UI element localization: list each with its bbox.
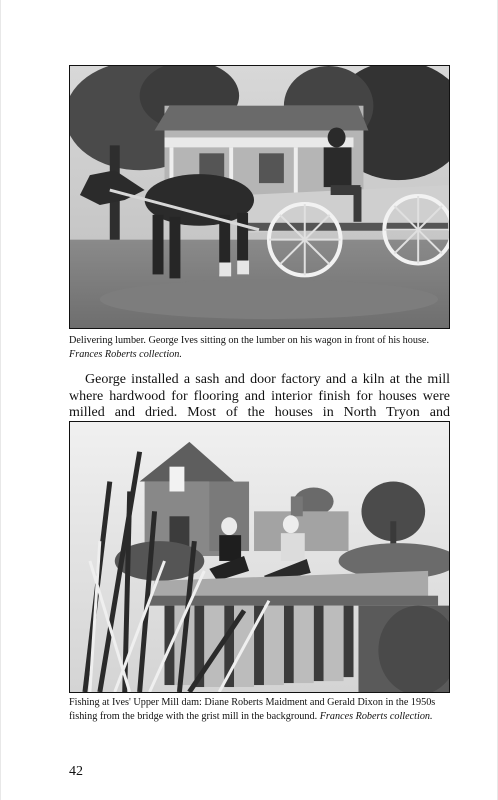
body-paragraph-text: George installed a sash and door factory and a kiln at the mill where hardwood for flooring and interior finish for houses were milled and dried. Most of the houses in North Tryon and <box>69 372 450 420</box>
photo-mill-dam-fishing <box>69 421 450 693</box>
photo1-caption <box>69 334 450 361</box>
photo2-caption <box>69 696 450 723</box>
photo-lumber-wagon <box>69 65 450 329</box>
photo2-caption-credit: Frances Roberts collection. <box>319 710 433 722</box>
photo1-caption-text: Delivering lumber. George Ives sitting on the lumber on his wagon in front of his house. <box>69 335 429 346</box>
page-number: 42 <box>69 764 83 779</box>
photo1-caption-credit: Frances Roberts collection. <box>69 348 182 360</box>
photo2-caption-text: Fishing at Ives' Upper Mill dam: Diane Roberts Maidment and Gerald Dixon in the 1950s fishing from the bridge with the grist mill in the background. <box>69 697 436 722</box>
